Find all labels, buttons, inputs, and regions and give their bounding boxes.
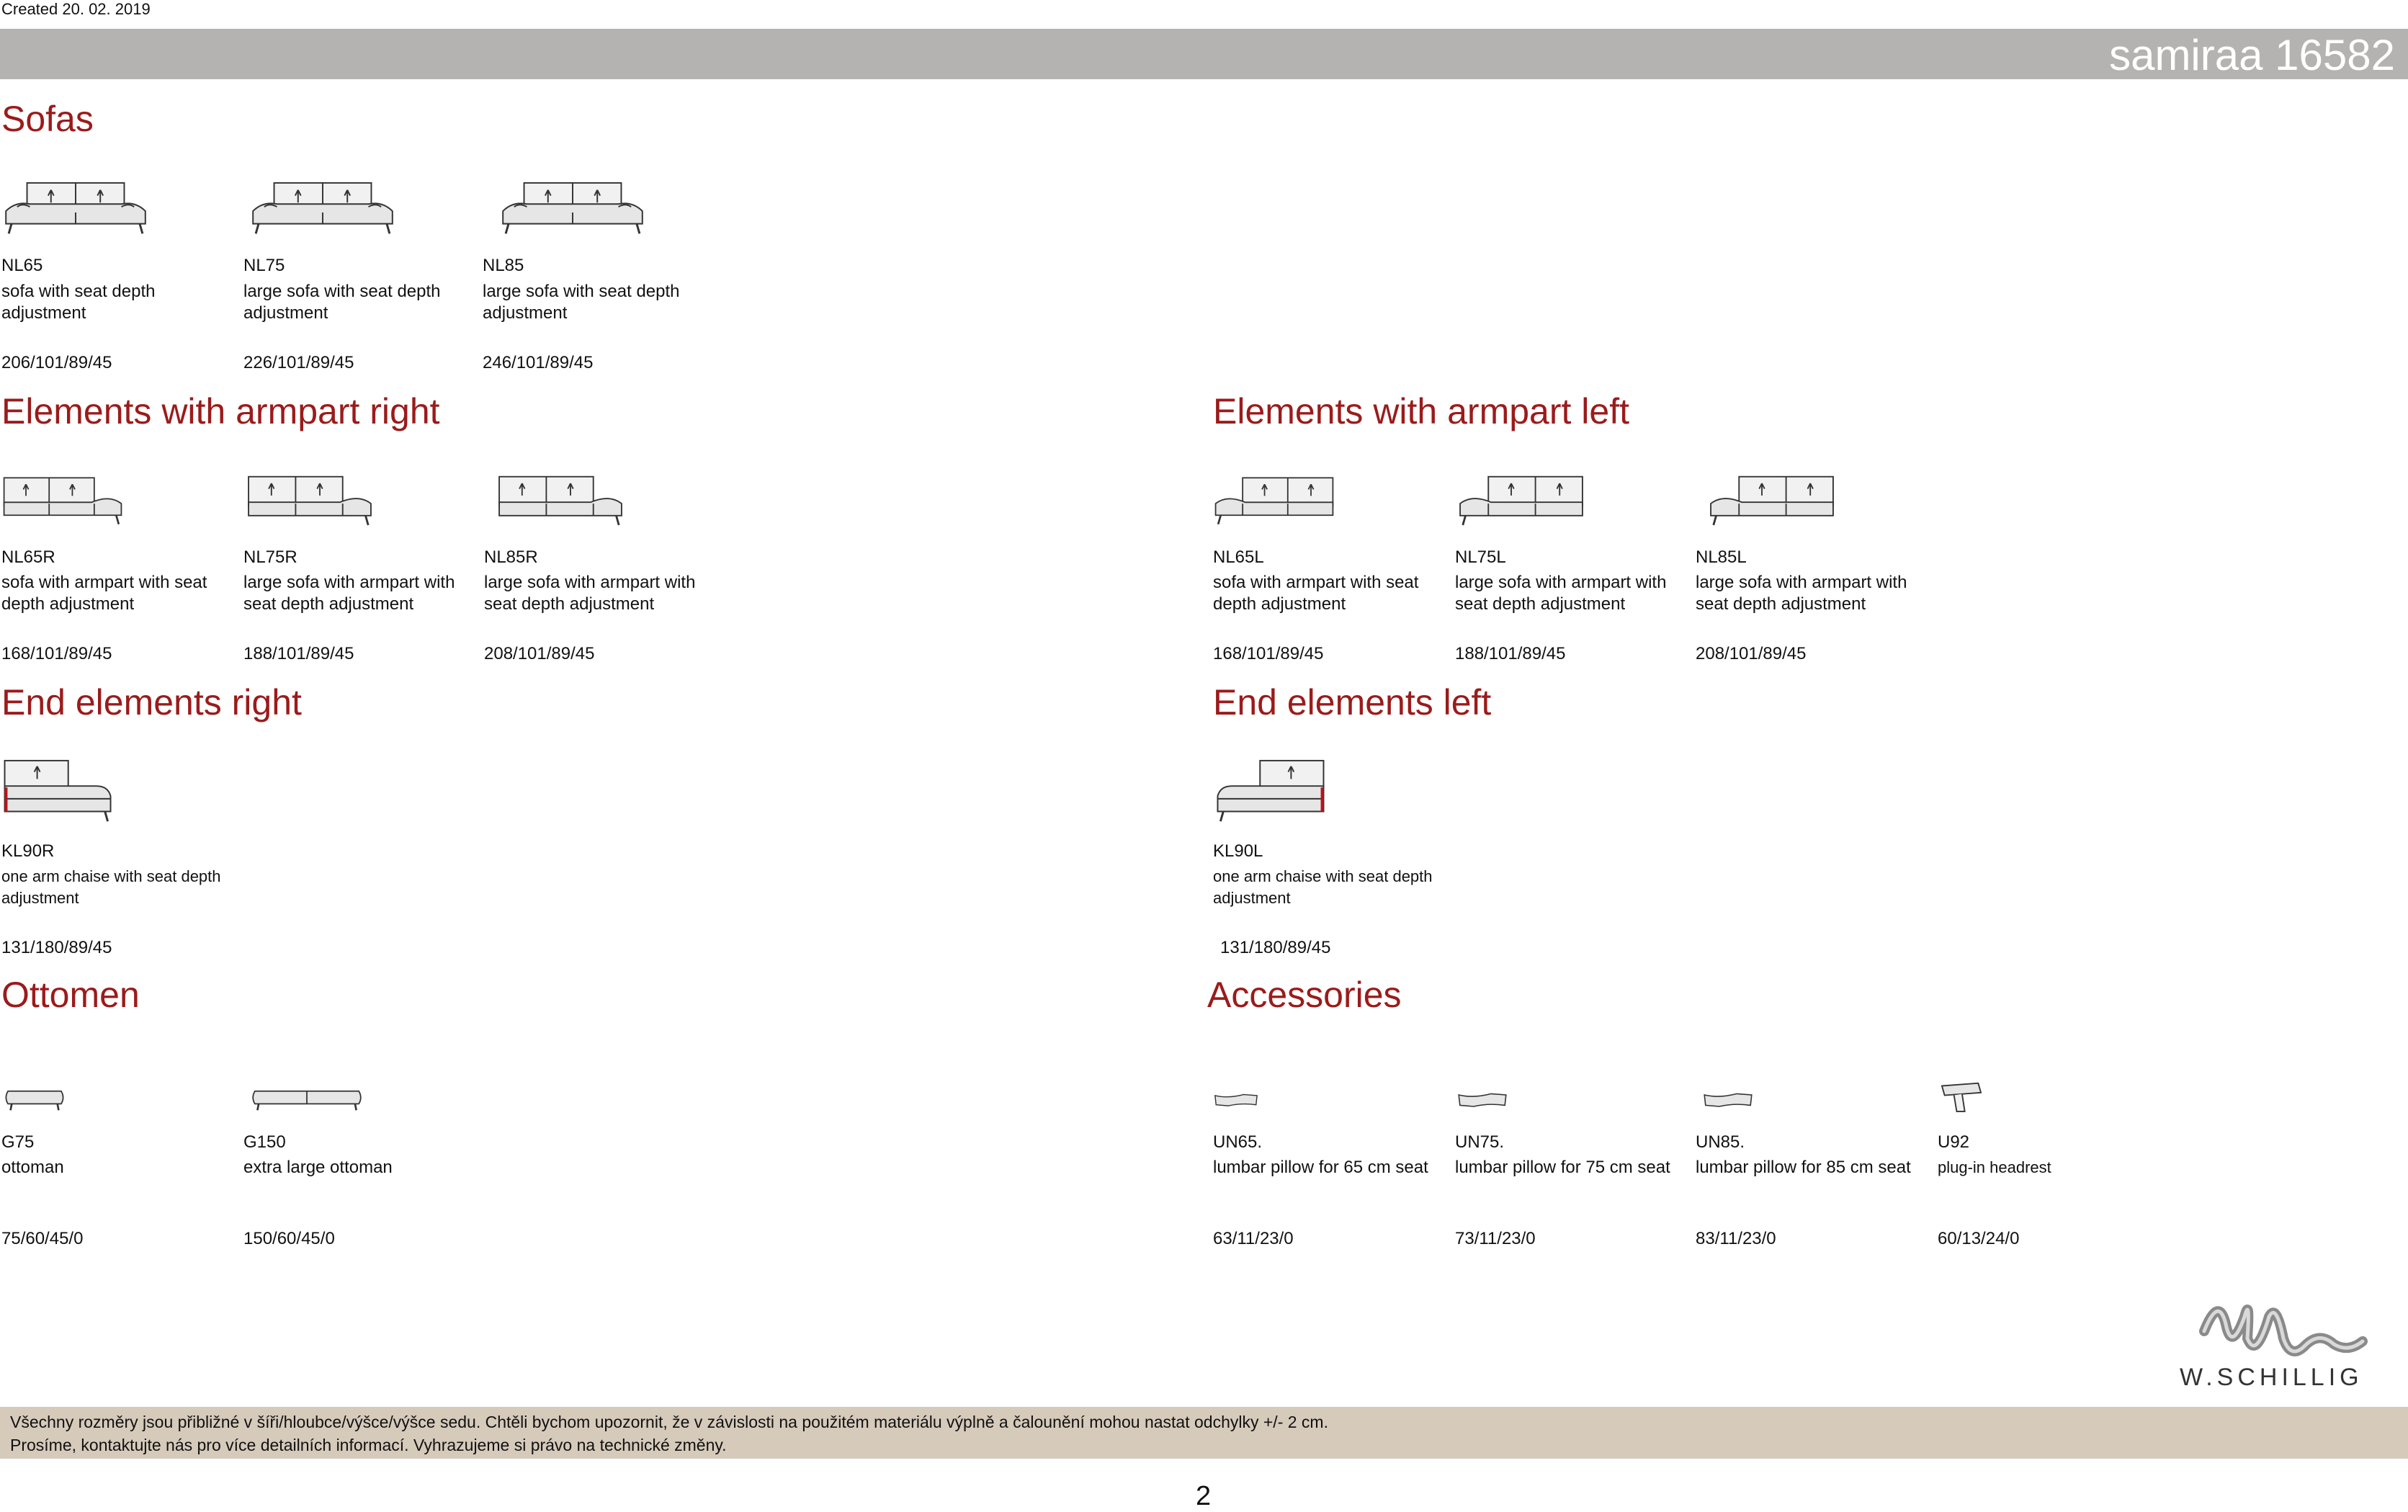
product-description: one arm chaise with seat depth adjustment xyxy=(1,867,221,907)
section-title-armpart-left: Elements with armpart left xyxy=(1213,391,1629,431)
sofa-arm-left-icon xyxy=(1696,474,1848,534)
page-number: 2 xyxy=(1196,1481,1212,1511)
product-description: large sofa with seat depth adjustment xyxy=(243,282,441,323)
product-dimensions: 131/180/89/45 xyxy=(1,938,112,957)
product-code: NL85R xyxy=(484,547,538,567)
product-code: NL65 xyxy=(1,256,43,275)
product-code: UN75. xyxy=(1455,1132,1505,1152)
section-title-end-right: End elements right xyxy=(1,682,302,723)
section-title-end-left: End elements left xyxy=(1213,682,1492,723)
sofa-arm-left-icon xyxy=(1213,474,1335,534)
section-title-ottomen: Ottomen xyxy=(1,975,140,1015)
page-title: samiraa 16582 xyxy=(2109,31,2395,79)
product-description: lumbar pillow for 75 cm seat xyxy=(1455,1158,1670,1177)
pillow-icon xyxy=(1213,1089,1259,1112)
product-code: UN85. xyxy=(1696,1132,1745,1152)
product-description: sofa with armpart with seat depth adjustment xyxy=(1,573,207,614)
product-code: G75 xyxy=(1,1132,35,1152)
product-description: large sofa with armpart with seat depth adjustment xyxy=(1455,573,1667,614)
product-dimensions: 75/60/45/0 xyxy=(1,1229,84,1248)
product-dimensions: 246/101/89/45 xyxy=(483,353,594,372)
ottoman-icon xyxy=(1,1085,68,1117)
product-description: lumbar pillow for 65 cm seat xyxy=(1213,1158,1428,1177)
sofa-icon xyxy=(1,180,150,243)
product-code: NL75R xyxy=(243,547,297,567)
brand-logo-text: W.SCHILLIG xyxy=(2180,1364,2363,1391)
section-title-accessories: Accessories xyxy=(1207,975,1402,1015)
product-description: lumbar pillow for 85 cm seat xyxy=(1696,1158,1911,1177)
product-dimensions: 188/101/89/45 xyxy=(1455,644,1566,663)
product-dimensions: 226/101/89/45 xyxy=(243,353,354,372)
product-code: KL90R xyxy=(1,841,55,861)
product-dimensions: 208/101/89/45 xyxy=(1696,644,1807,663)
product-code: G150 xyxy=(243,1132,286,1152)
pillow-icon xyxy=(1455,1089,1510,1112)
chaise-right-icon xyxy=(1,758,115,828)
product-code: UN65. xyxy=(1213,1132,1263,1152)
product-description: sofa with armpart with seat depth adjustment xyxy=(1213,573,1419,614)
product-code: U92 xyxy=(1938,1132,1970,1152)
product-dimensions: 60/13/24/0 xyxy=(1938,1229,2020,1248)
footer-line-1: Všechny rozměry jsou přibližné v šíři/hloubce/výšce/výšce sedu. Chtěli bychom upozornit, že v závislosti na použitém materiálu výplně a čalounění mohou nastat odchylky +/- 2 cm. xyxy=(10,1413,1328,1431)
section-title-armpart-right: Elements with armpart right xyxy=(1,391,440,431)
product-description: ottoman xyxy=(1,1158,64,1177)
sofa-arm-left-icon xyxy=(1455,474,1588,534)
sofa-arm-right-icon xyxy=(484,474,637,534)
product-dimensions: 131/180/89/45 xyxy=(1220,938,1331,957)
product-description: one arm chaise with seat depth adjustment xyxy=(1213,867,1433,907)
product-description: large sofa with armpart with seat depth adjustment xyxy=(484,573,696,614)
product-description: plug-in headrest xyxy=(1938,1158,2051,1176)
product-description: large sofa with armpart with seat depth adjustment xyxy=(243,573,455,614)
sofa-icon xyxy=(243,180,402,243)
product-dimensions: 150/60/45/0 xyxy=(243,1229,335,1248)
pillow-icon xyxy=(1696,1089,1760,1112)
product-dimensions: 188/101/89/45 xyxy=(243,644,354,663)
product-code: NL75L xyxy=(1455,547,1506,567)
product-dimensions: 168/101/89/45 xyxy=(1213,644,1324,663)
product-dimensions: 83/11/23/0 xyxy=(1696,1229,1776,1248)
footer-disclaimer xyxy=(0,1407,2408,1459)
product-description: extra large ottoman xyxy=(243,1158,393,1177)
product-dimensions: 206/101/89/45 xyxy=(1,353,112,372)
product-dimensions: 63/11/23/0 xyxy=(1213,1229,1294,1248)
ottoman-large-icon xyxy=(243,1085,370,1117)
sofa-icon xyxy=(483,180,663,243)
chaise-left-icon xyxy=(1213,758,1327,828)
product-dimensions: 208/101/89/45 xyxy=(484,644,595,663)
product-code: NL85L xyxy=(1696,547,1747,567)
product-dimensions: 73/11/23/0 xyxy=(1455,1229,1536,1248)
created-date: Created 20. 02. 2019 xyxy=(1,0,151,18)
product-code: NL75 xyxy=(243,256,285,275)
product-description: large sofa with armpart with seat depth adjustment xyxy=(1696,573,1907,614)
product-description: sofa with seat depth adjustment xyxy=(1,282,156,323)
product-code: NL65L xyxy=(1213,547,1264,567)
product-description: large sofa with seat depth adjustment xyxy=(483,282,680,323)
product-dimensions: 168/101/89/45 xyxy=(1,644,112,663)
sofa-arm-right-icon xyxy=(243,474,376,534)
product-code: NL85 xyxy=(483,256,524,275)
title-bar xyxy=(0,29,2408,79)
sofa-arm-right-icon xyxy=(1,474,124,534)
product-code: KL90L xyxy=(1213,841,1263,861)
section-title-sofas: Sofas xyxy=(1,99,94,139)
headrest-icon xyxy=(1938,1081,1985,1121)
footer-line-2: Prosíme, kontaktujte nás pro více detailních informací. Vyhrazujeme si právo na technické změny. xyxy=(10,1436,727,1454)
product-code: NL65R xyxy=(1,547,55,567)
